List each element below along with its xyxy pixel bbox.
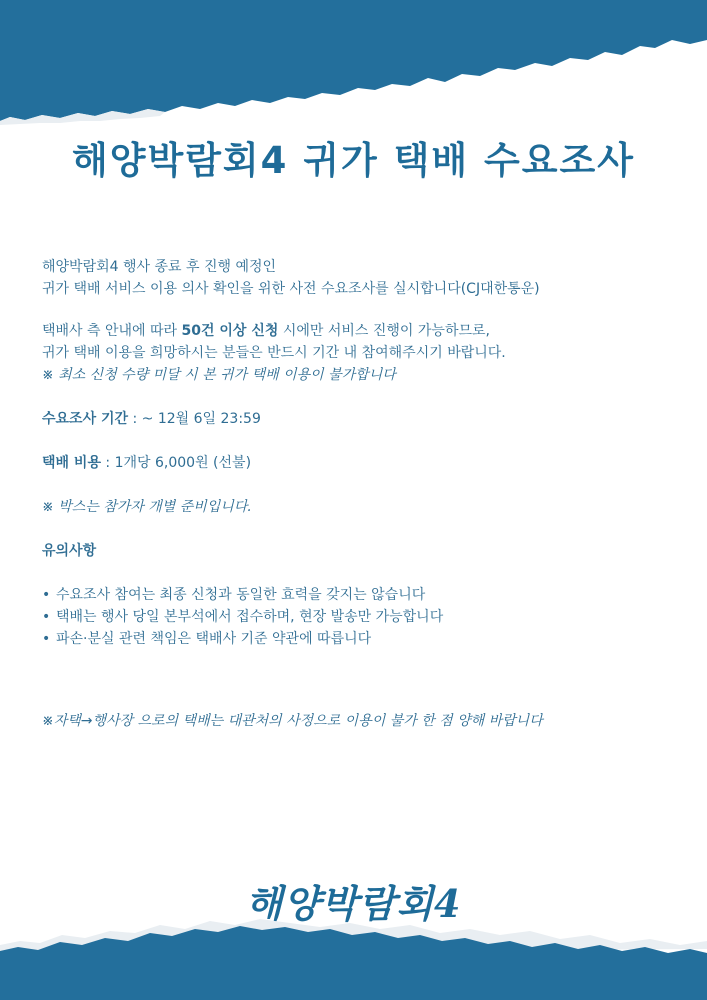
condition-line-2: 귀가 택배 이용을 희망하시는 분들은 반드시 기간 내 참여해주시기 바랍니다. bbox=[42, 345, 506, 361]
fee-label: 택배 비용 bbox=[42, 455, 101, 471]
condition-warning: ※ 최소 신청 수량 미달 시 본 귀가 택배 이용이 불가합니다 bbox=[42, 367, 396, 383]
period-value: : ~ 12월 6일 23:59 bbox=[128, 411, 261, 427]
condition-highlight: 50건 이상 신청 bbox=[181, 323, 279, 339]
condition-suffix: 시에만 서비스 진행이 가능하므로, bbox=[278, 323, 490, 339]
period-line bbox=[42, 408, 682, 430]
event-logo-signature: 해양박람회4 bbox=[245, 881, 462, 926]
note-text: 수요조사 참여는 최종 신청과 동일한 효력을 갖지는 않습니다 bbox=[56, 587, 426, 603]
torn-paper-top-decoration bbox=[0, 0, 707, 125]
list-item bbox=[42, 628, 682, 650]
bullet-icon: • bbox=[42, 631, 51, 647]
condition-line-1 bbox=[42, 320, 682, 342]
note-text: 택배는 행사 당일 본부석에서 접수하며, 현장 발송만 가능합니다 bbox=[56, 609, 444, 625]
list-item bbox=[42, 584, 682, 606]
page-title: 해양박람회4 귀가 택배 수요조사 bbox=[71, 139, 636, 182]
notes-heading: 유의사항 bbox=[42, 543, 97, 559]
notes-list bbox=[42, 584, 682, 650]
intro-line-2: 귀가 택배 서비스 이용 의사 확인을 위한 사전 수요조사를 실시합니다(CJ대한통운) bbox=[42, 281, 540, 297]
bullet-icon: • bbox=[42, 609, 51, 625]
footer-note: ※자택→행사장 으로의 택배는 대관처의 사정으로 이용이 불가 한 점 양해 바랍니다 bbox=[42, 713, 543, 729]
list-item bbox=[42, 606, 682, 628]
torn-paper-bottom-decoration bbox=[0, 905, 707, 1000]
main-content bbox=[42, 256, 682, 732]
note-text: 파손·분실 관련 책임은 택배사 기준 약관에 따릅니다 bbox=[56, 631, 372, 647]
period-label: 수요조사 기간 bbox=[42, 411, 129, 427]
fee-line bbox=[42, 452, 682, 474]
condition-prefix: 택배사 측 안내에 따라 bbox=[42, 323, 182, 339]
box-note: ※ 박스는 참가자 개별 준비입니다. bbox=[42, 499, 252, 515]
fee-value: : 1개당 6,000원 (선불) bbox=[100, 455, 252, 471]
intro-line-1: 해양박람회4 행사 종료 후 진행 예정인 bbox=[42, 259, 277, 275]
bullet-icon: • bbox=[42, 587, 51, 603]
